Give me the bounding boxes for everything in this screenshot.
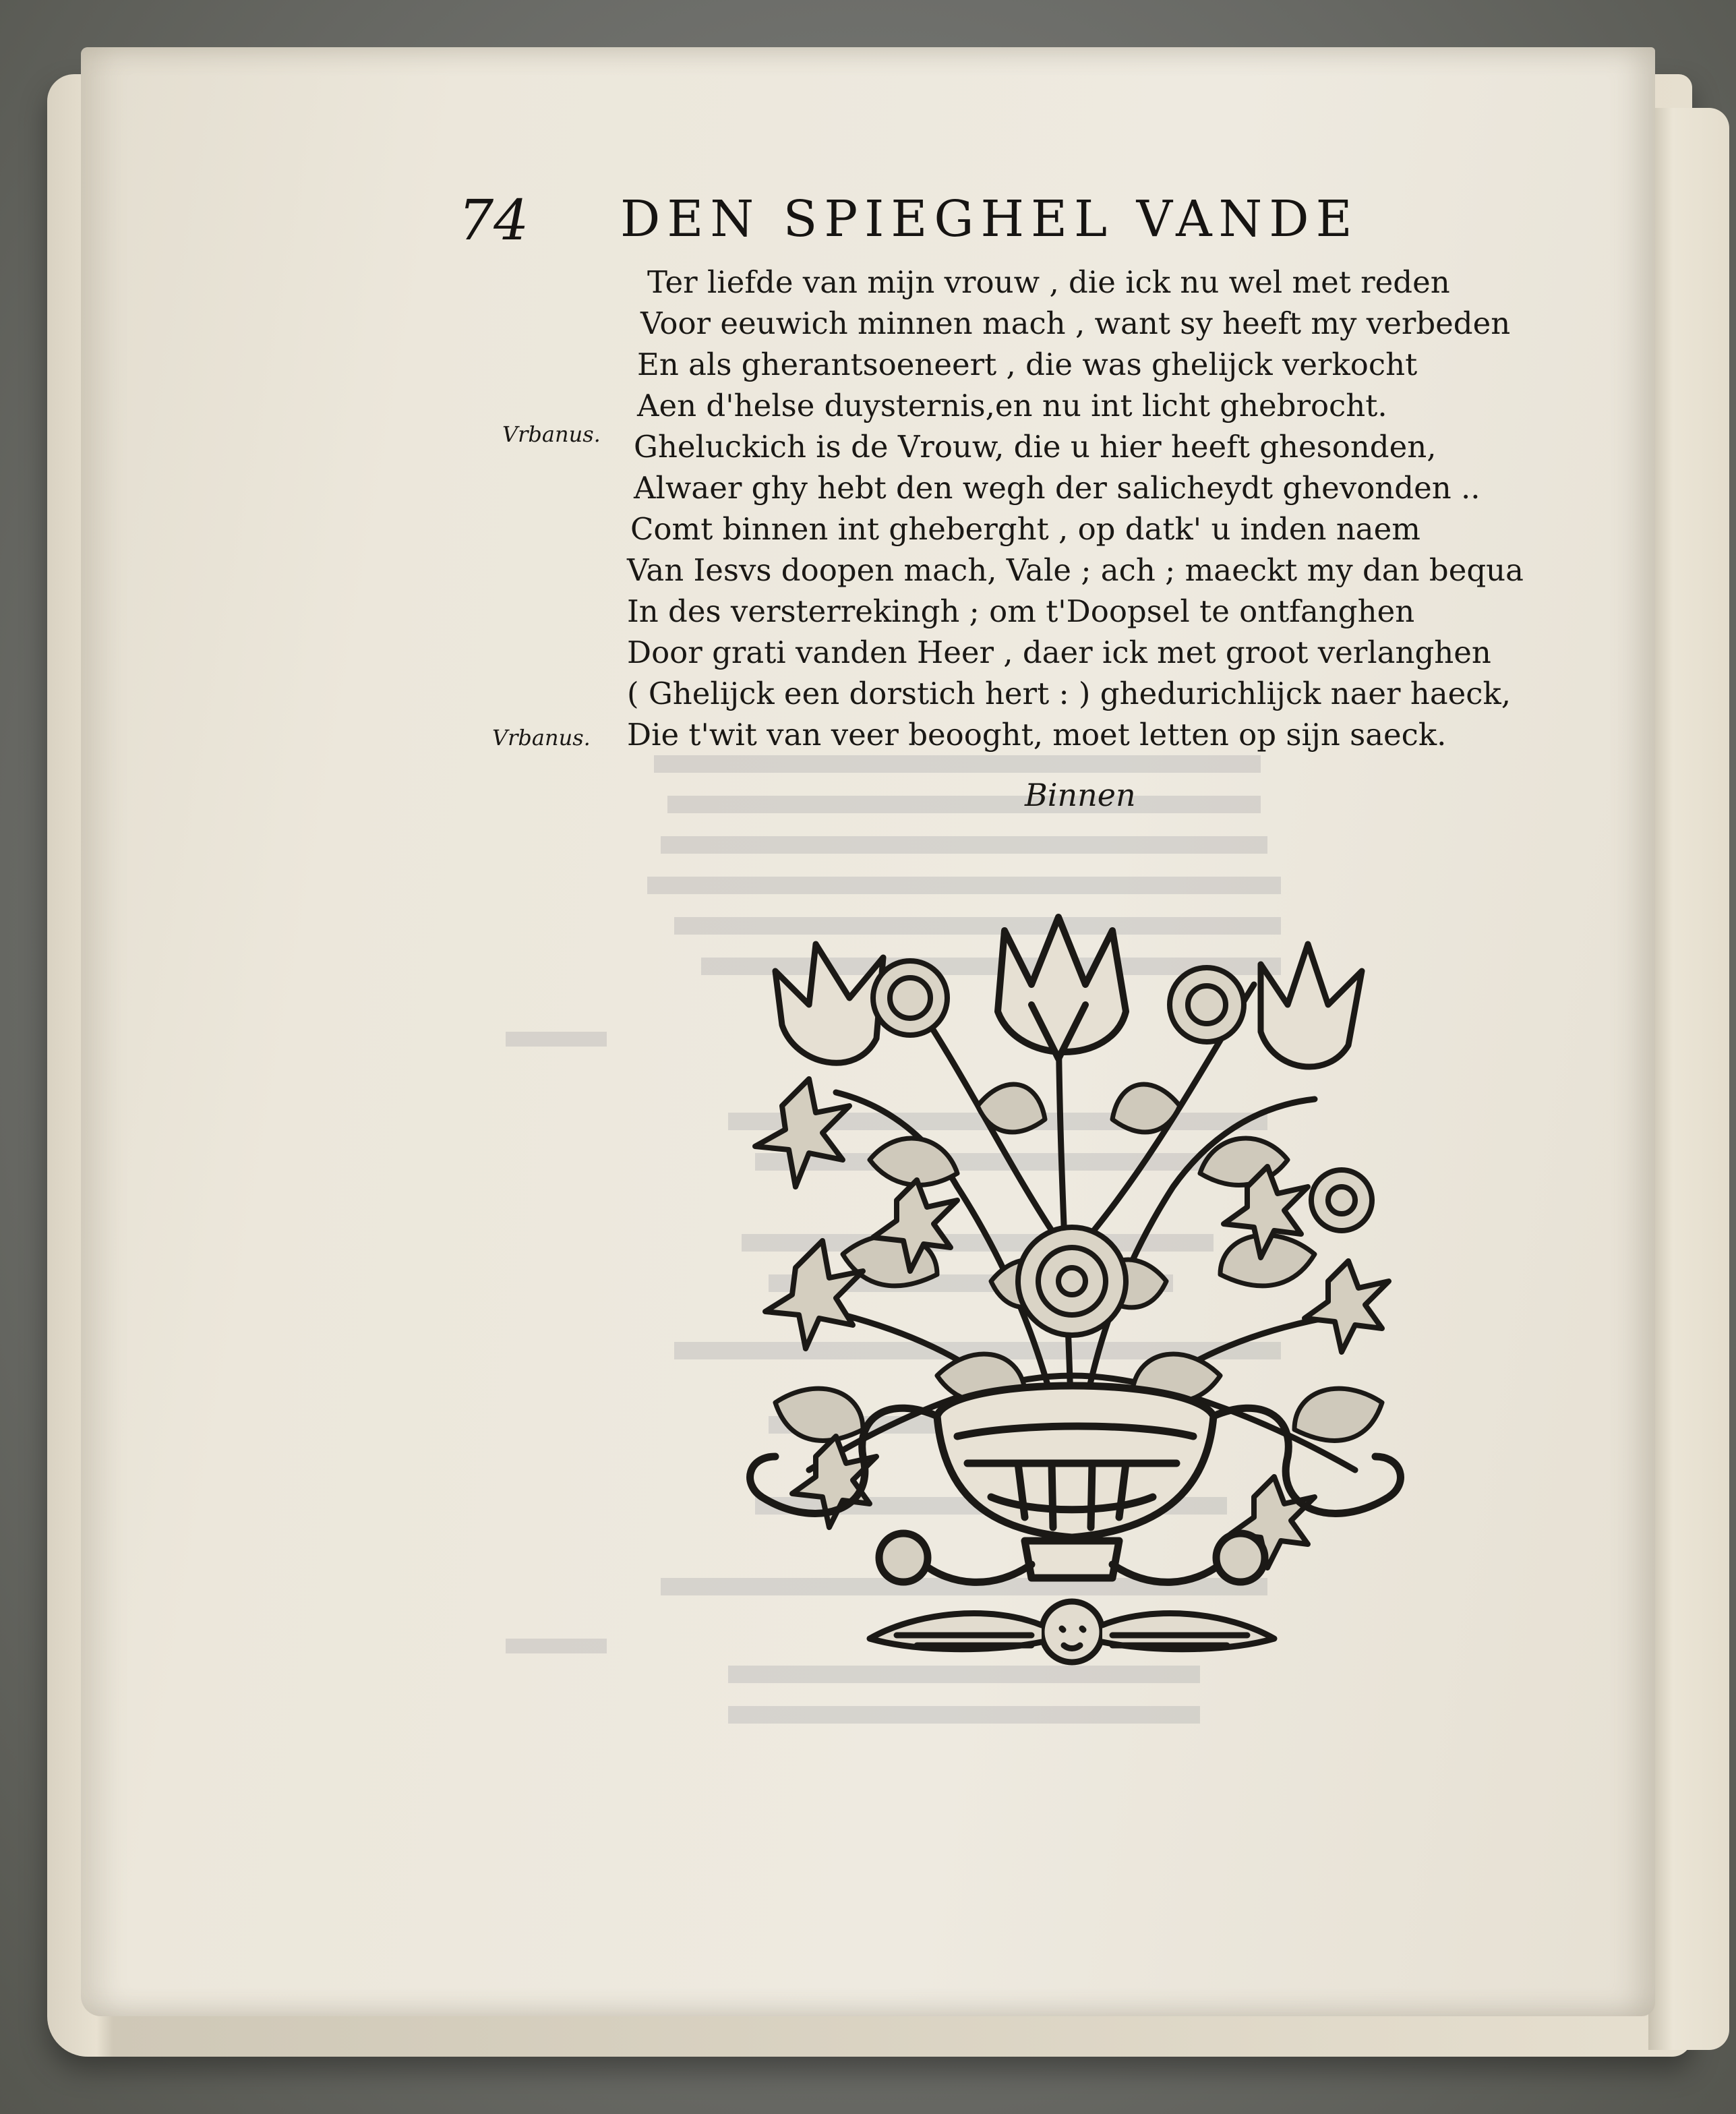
verse-line: Gheluckich is de Vrouw, die u hier heeft ghesonden,	[634, 429, 1437, 465]
speaker-label: Vrbanus.	[502, 421, 601, 447]
verse-line: En als gherantsoeneert , die was ghelijck verkocht	[637, 347, 1418, 382]
verse-line: Comt binnen int gheberght , op datk' u inden naem	[630, 511, 1420, 547]
verse-line: ( Ghelijck een dorstich hert : ) ghedurichlijck naer haeck,	[627, 676, 1511, 711]
catchword: Binnen	[1025, 777, 1136, 813]
facing-page-edge	[1648, 108, 1729, 2050]
running-title: DEN SPIEGHEL VANDE	[620, 190, 1359, 248]
verse-line: Voor eeuwich minnen mach , want sy heeft my verbeden	[640, 305, 1511, 341]
page-number: 74	[458, 189, 529, 253]
verse-line: Alwaer ghy hebt den wegh der salicheydt ghevonden ..	[634, 470, 1480, 506]
verse-line: Aen d'helse duysternis,en nu int licht ghebrocht.	[637, 388, 1387, 423]
verse-line: Die t'wit van veer beooght, moet letten op sijn saeck.	[627, 717, 1447, 753]
speaker-label: Vrbanus.	[492, 725, 591, 751]
flower-vase-woodcut-icon	[735, 904, 1423, 1706]
verse-line: Van Iesvs doopen mach, Vale ; ach ; maeckt my dan bequa	[627, 552, 1524, 588]
verse-block	[627, 262, 1611, 755]
verse-line: Ter liefde van mijn vrouw , die ick nu wel met reden	[647, 264, 1450, 300]
verse-line: Door grati vanden Heer , daer ick met groot verlanghen	[627, 635, 1491, 670]
page-header	[458, 189, 1524, 270]
verse-line: In des versterrekingh ; om t'Doopsel te ontfanghen	[627, 593, 1415, 629]
